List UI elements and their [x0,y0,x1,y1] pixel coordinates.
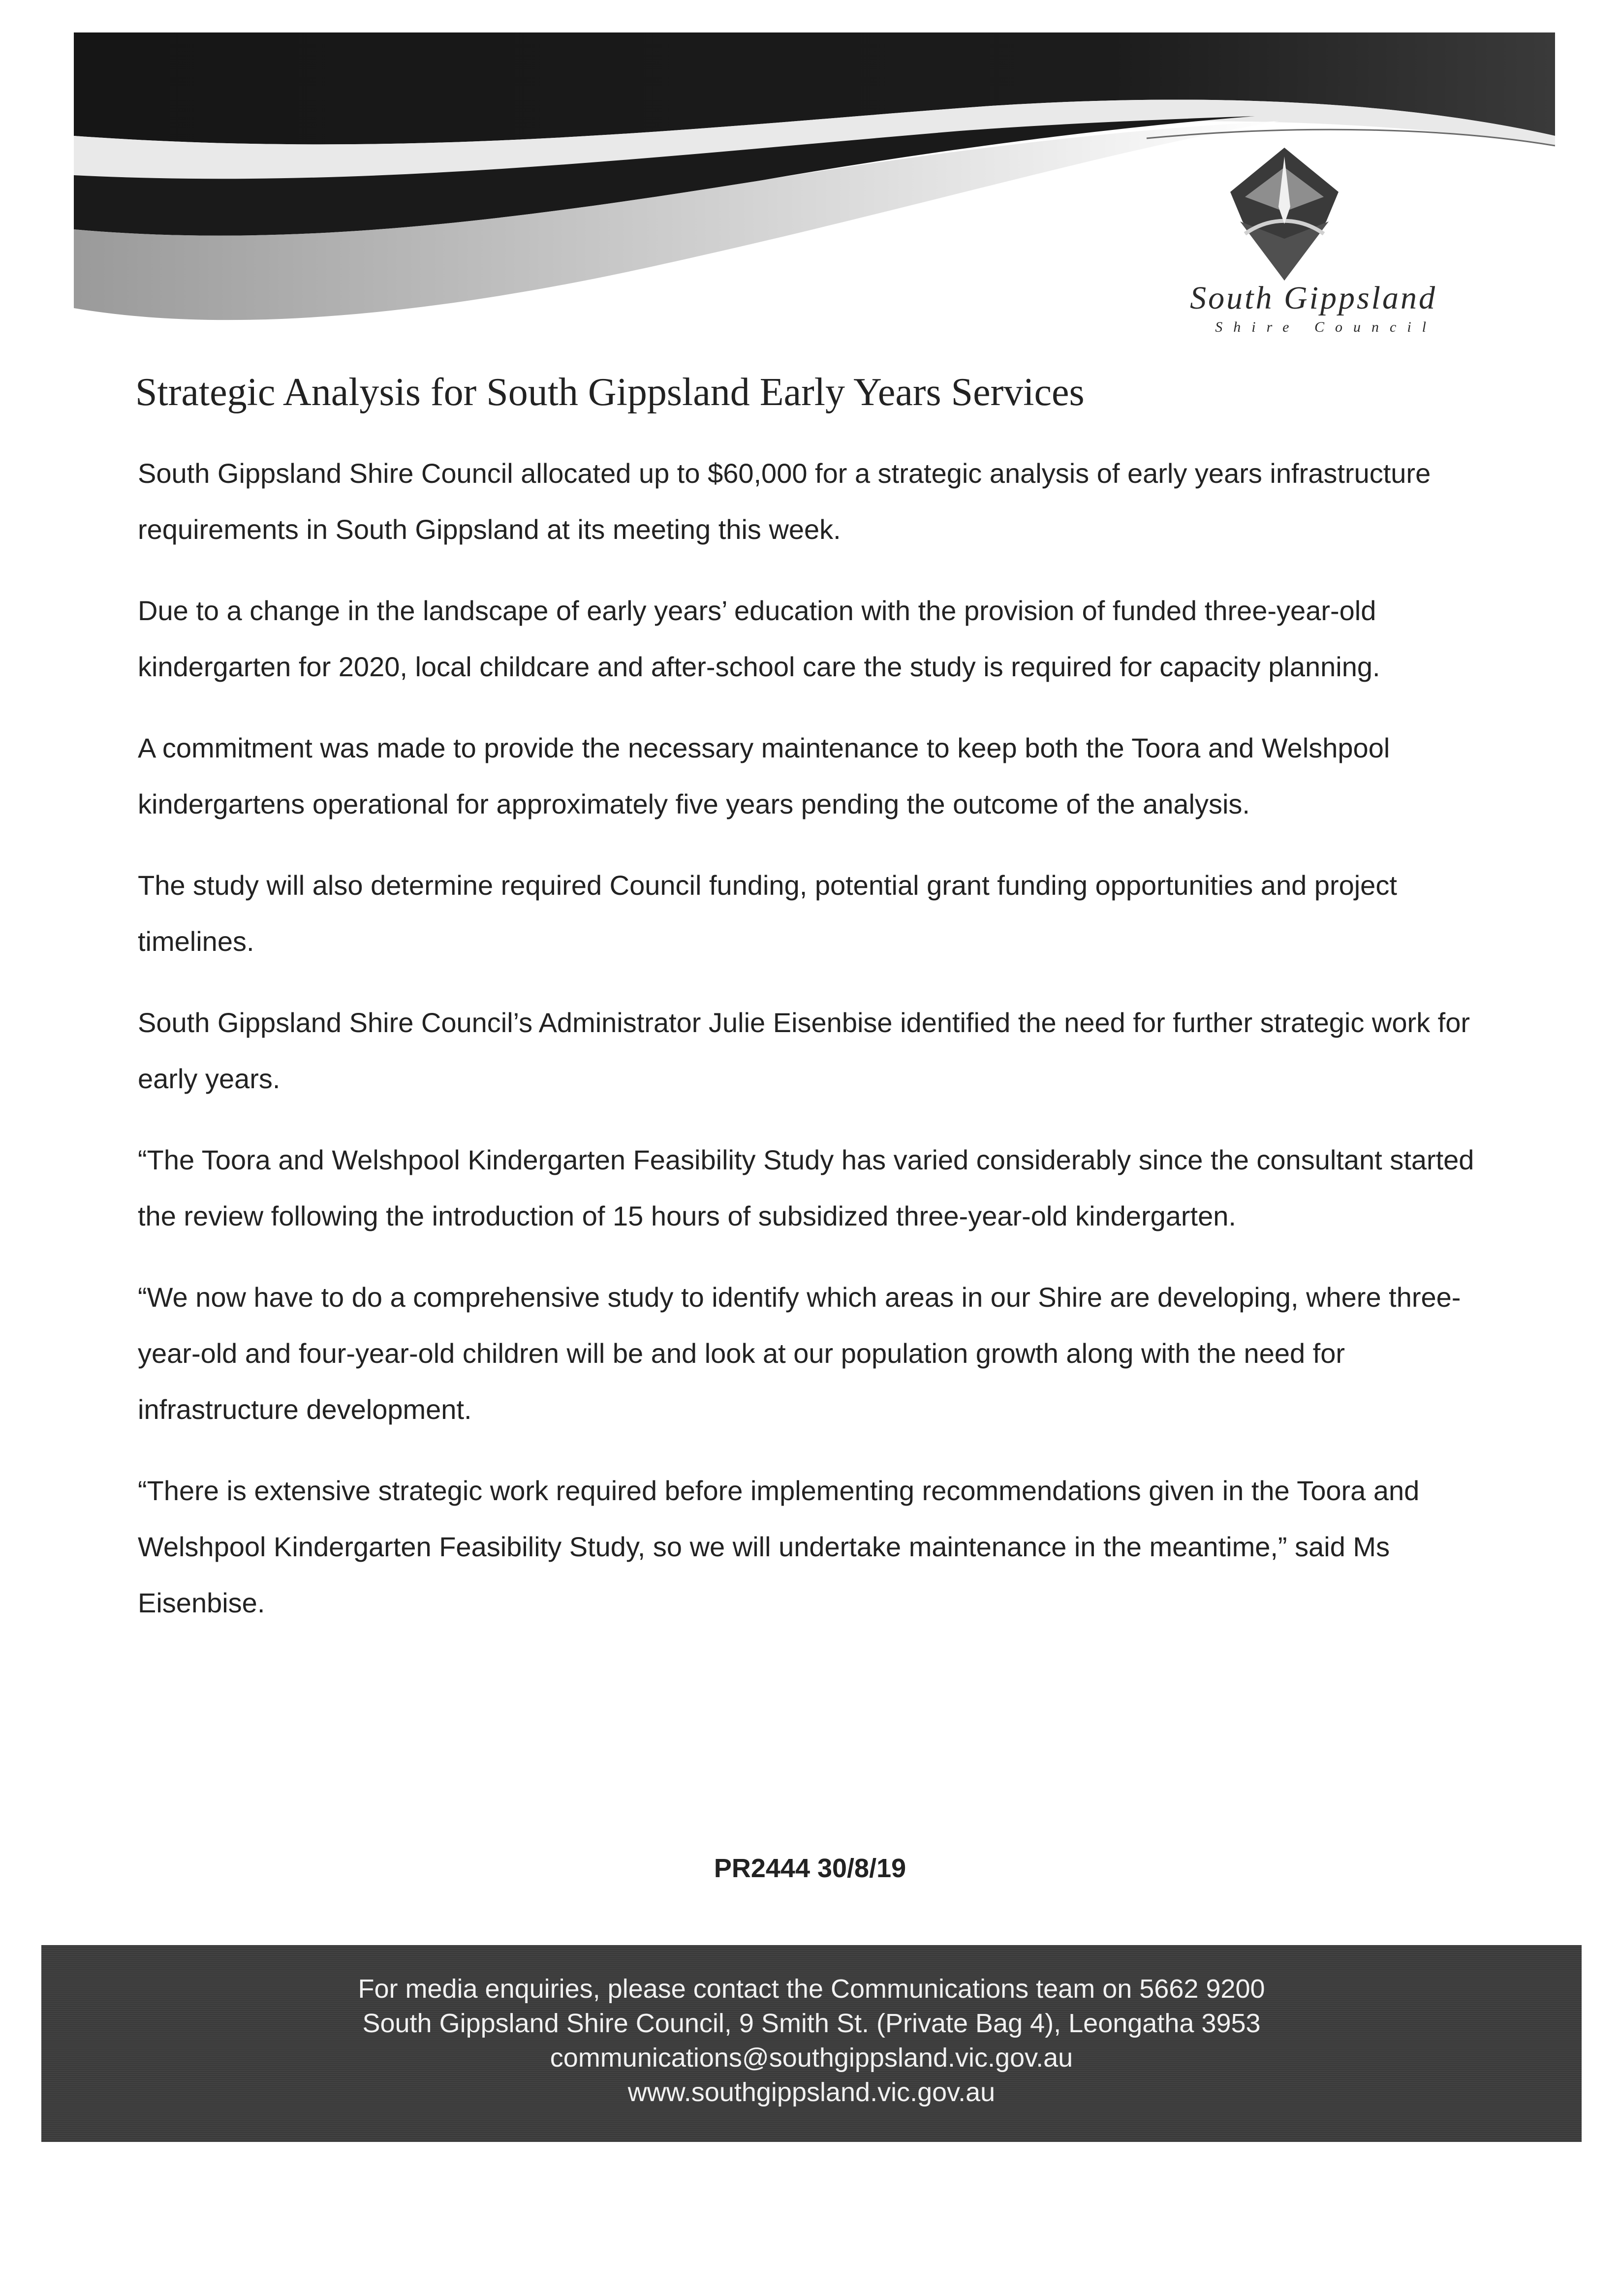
footer-email-link[interactable]: communications@southgippsland.vic.gov.au [550,2043,1073,2073]
paragraph: Due to a change in the landscape of early years’ education with the provision of funded three-year-old kindergarten for 2020, local childcare and after-school care the study is required for capacity planning. [138,595,1380,682]
logo-name-text: South Gippsland [1190,280,1437,316]
article-body [138,445,1476,1656]
paragraph: “We now have to do a comprehensive study to identify which areas in our Shire are developing, where three-year-old and four-year-old children will be and look at our population growth along with the need for infrastructure development. [138,1282,1461,1425]
council-emblem-icon [1211,148,1358,281]
paragraph: “There is extensive strategic work required before implementing recommendations given in the Toora and Welshpool Kindergarten Feasibility Study, so we will undertake maintenance in the meantime,” said Ms Eisenbise. [138,1475,1420,1618]
footer-contact-line: For media enquiries, please contact the Communications team on 5662 9200 [358,1974,1265,2004]
media-contact-footer [41,1945,1582,2142]
paragraph: A commitment was made to provide the necessary maintenance to keep both the Toora and Welshpool kindergartens operational for approximately five years pending the outcome of the analysis. [138,732,1390,819]
footer-website-link[interactable]: www.southgippsland.vic.gov.au [627,2077,996,2107]
paragraph: South Gippsland Shire Council allocated up to $60,000 for a strategic analysis of early years infrastructure requirements in South Gippsland at its meeting this week. [138,458,1431,545]
paragraph: South Gippsland Shire Council’s Administrator Julie Eisenbise identified the need for further strategic work for early years. [138,1007,1470,1094]
page-title: Strategic Analysis for South Gippsland Early Years Services [135,371,1085,414]
paragraph: “The Toora and Welshpool Kindergarten Feasibility Study has varied considerably since the consultant started the review following the introduction of 15 hours of subsidized three-year-old kindergarten. [138,1144,1474,1231]
council-logo [1132,148,1437,345]
logo-subtitle-text: Shire Council [1215,319,1437,335]
paragraph: The study will also determine required Council funding, potential grant funding opportunities and project timelines. [138,870,1397,957]
press-release-reference: PR2444 30/8/19 [714,1854,906,1883]
footer-address-line: South Gippsland Shire Council, 9 Smith St. (Private Bag 4), Leongatha 3953 [362,2009,1261,2038]
